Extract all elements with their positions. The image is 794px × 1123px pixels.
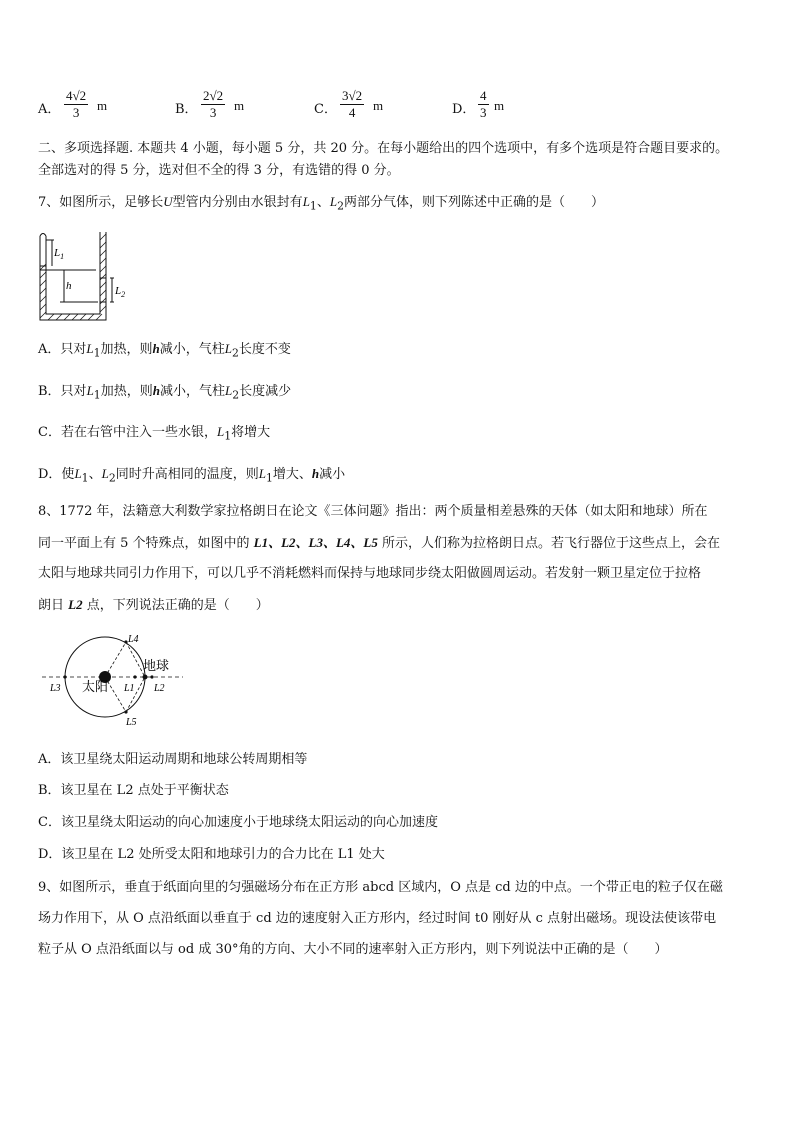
q7-stem-sep: 、 bbox=[316, 195, 330, 210]
q7-option-d-part1: D．使 bbox=[38, 467, 75, 482]
q6-option-b-letter: B． bbox=[175, 102, 198, 117]
q7-option-b bbox=[38, 380, 291, 402]
q6-option-d-fraction bbox=[478, 88, 489, 121]
q8-option-d: D．该卫星在 L2 处所受太阳和地球引力的合力比在 L1 处大 bbox=[38, 847, 385, 862]
q7-option-a-part1: A．只对 bbox=[38, 342, 87, 357]
q7-option-d-part3: 增大、 bbox=[272, 467, 312, 482]
q7-option-d-h: h bbox=[311, 466, 320, 481]
q7-option-a-h: h bbox=[152, 341, 160, 356]
q6-option-b-denominator: 3 bbox=[209, 105, 217, 120]
q8-line3: 太阳与地球共同引力作用下，可以几乎不消耗燃料而保持与地球同步绕太阳做圆周运动。若发射一颗卫星定位于拉格 bbox=[38, 566, 702, 581]
q6-option-a-fraction bbox=[64, 88, 88, 121]
q7-option-b-part2: 加热，则 bbox=[100, 384, 153, 399]
q9-line3: 粒子从 O 点沿纸面以与 od 成 30°角的方向、大小不同的速率射入正方形内，则下列说法中正确的是（ ） bbox=[38, 942, 668, 957]
q6-option-b-fraction bbox=[201, 88, 225, 121]
q7-stem-l1: L bbox=[302, 194, 310, 209]
q6-option-b-unit: m bbox=[234, 98, 245, 113]
l4-label: L4 bbox=[128, 634, 139, 645]
q8-option-c: C．该卫星绕太阳运动的向心加速度小于地球绕太阳运动的向心加速度 bbox=[38, 815, 438, 830]
l2-label: L2 bbox=[154, 683, 165, 694]
q8-line4-a: 朗日 bbox=[38, 597, 69, 613]
q8-option-a: A．该卫星绕太阳运动周期和地球公转周期相等 bbox=[38, 752, 308, 767]
q9-line2: 场力作用下，从 O 点沿纸面以垂直于 cd 边的速度射入正方形内，经过时间 t0 刚好从 c 点射出磁场。现设法使该带电 bbox=[38, 911, 717, 926]
earth-dot bbox=[143, 675, 148, 680]
q8-line2-b: 所示，人们称为拉格朗日点。若飞行器位于这些点上，会在 bbox=[377, 535, 721, 551]
q6-option-c-fraction bbox=[340, 88, 364, 121]
q8-line1: 8、1772 年，法籍意大利数学家拉格朗日在论文《三体问题》指出：两个质量相差悬殊的天体（如太阳和地球）所在 bbox=[38, 504, 708, 519]
q7-option-a bbox=[38, 338, 291, 360]
q7-fig-label-h: h bbox=[66, 280, 72, 292]
q7-option-d-l1: L bbox=[74, 466, 82, 481]
q7-option-d-part4: 减小 bbox=[319, 467, 346, 482]
q8-line2-points: L1、L2、L3、L4、L5 bbox=[253, 534, 378, 550]
q8-option-b: B．该卫星在 L2 点处于平衡状态 bbox=[38, 783, 229, 798]
l1-dot bbox=[133, 675, 136, 678]
q7-fig-label-l1: $L_1$ bbox=[54, 247, 65, 261]
q6-option-d-letter: D． bbox=[452, 102, 476, 117]
q7-fig-label-l2: $L_2$ bbox=[115, 285, 126, 299]
q6-option-c-denominator: 4 bbox=[348, 105, 356, 120]
q7-option-c-l1-sub: 1 bbox=[224, 429, 232, 443]
section2-instructions bbox=[38, 138, 758, 182]
q7-option-c-part1: C．若在右管中注入一些水银， bbox=[38, 425, 217, 440]
sun-label: 太阳 bbox=[82, 679, 109, 694]
q7-u-tube-figure bbox=[34, 228, 134, 324]
q8-line4 bbox=[38, 590, 758, 622]
q7-option-b-l1-sub: 1 bbox=[93, 388, 101, 402]
q7-option-d-part2: 同时升高相同的温度，则 bbox=[115, 467, 259, 482]
q9-stem bbox=[38, 872, 758, 965]
q7-option-c bbox=[38, 421, 270, 443]
q7-stem-part-c: 两部分气体，则下列陈述中正确的是（ ） bbox=[343, 195, 604, 210]
q7-stem-part-a: 7、如图所示，足够长 bbox=[38, 195, 164, 210]
l5-label: L5 bbox=[126, 717, 137, 728]
q7-option-a-l1-sub: 1 bbox=[93, 346, 101, 360]
q7-option-b-l1: L bbox=[86, 383, 94, 398]
q6-option-d-denominator: 3 bbox=[480, 105, 487, 120]
q7-option-d-l2: L bbox=[101, 466, 109, 481]
q6-option-d-numerator: 4 bbox=[480, 88, 487, 103]
q7-option-d-l2-sub: 2 bbox=[108, 471, 116, 485]
q7-stem-part-b: 型管内分别由水银封有 bbox=[172, 195, 303, 210]
q7-option-a-part4: 长度不变 bbox=[238, 342, 291, 357]
q7-option-d-sep: 、 bbox=[88, 467, 102, 482]
q7-option-c-l1: L bbox=[216, 424, 225, 439]
earth-label: 地球 bbox=[143, 658, 170, 673]
q7-stem-u: U bbox=[163, 194, 173, 209]
q7-option-d-l1-sub: 1 bbox=[81, 471, 89, 485]
q6-option-d-unit: m bbox=[494, 98, 505, 113]
q7-stem-l2-sub: 2 bbox=[337, 199, 344, 213]
q7-stem-l1-sub: 1 bbox=[309, 199, 317, 213]
q7-option-b-l2: L bbox=[224, 383, 233, 398]
q7-option-a-l2-sub: 2 bbox=[232, 346, 239, 360]
q7-option-a-part3: 减小，气柱 bbox=[159, 342, 225, 357]
q7-option-d-l1-b-sub: 1 bbox=[265, 471, 273, 485]
q6-option-a-letter: A． bbox=[38, 102, 61, 117]
q6-option-a-unit: m bbox=[97, 98, 108, 113]
l3-dot bbox=[63, 675, 66, 678]
q7-option-a-l1: L bbox=[86, 341, 94, 356]
q8-lagrange-figure bbox=[40, 628, 185, 728]
q7-option-b-part3: 减小，气柱 bbox=[159, 384, 225, 399]
q8-line4-b: 点，下列说法正确的是（ ） bbox=[82, 597, 269, 613]
q6-option-c-numerator: 3√2 bbox=[342, 88, 363, 103]
q7-option-b-h: h bbox=[152, 383, 160, 398]
q7-option-a-l2: L bbox=[224, 341, 233, 356]
q6-option-b-numerator: 2√2 bbox=[203, 88, 224, 103]
q7-stem bbox=[38, 191, 604, 213]
q7-option-b-part4: 长度减少 bbox=[239, 384, 292, 399]
q7-option-b-l2-sub: 2 bbox=[232, 388, 240, 402]
section2-line1: 二、多项选择题. 本题共 4 小题，每小题 5 分，共 20 分。在每小题给出的四个选项中，有多个选项是符合题目要求的。 bbox=[38, 141, 729, 156]
q8-line2-a: 同一平面上有 5 个特殊点，如图中的 bbox=[38, 535, 254, 551]
l3-label: L3 bbox=[50, 683, 61, 694]
q8-stem bbox=[38, 497, 758, 621]
section2-line2: 全部选对的得 5 分，选对但不全的得 3 分，有选错的得 0 分。 bbox=[38, 163, 400, 178]
q7-option-c-part2: 将增大 bbox=[231, 425, 271, 440]
q6-option-c-letter: C． bbox=[314, 102, 337, 117]
q6-option-c-unit: m bbox=[373, 98, 384, 113]
q9-line1: 9、如图所示，垂直于纸面向里的匀强磁场分布在正方形 abcd 区域内，O 点是 cd 边的中点。一个带正电的粒子仅在磁 bbox=[38, 880, 723, 895]
q7-option-d bbox=[38, 463, 345, 485]
q7-option-a-part2: 加热，则 bbox=[100, 342, 153, 357]
q6-option-a-denominator: 3 bbox=[72, 105, 80, 120]
q8-line4-point: L2 bbox=[68, 596, 83, 612]
l1-label: L1 bbox=[124, 683, 135, 694]
l2-dot bbox=[150, 675, 153, 678]
q8-line2 bbox=[38, 528, 758, 560]
q7-option-b-part1: B．只对 bbox=[38, 384, 87, 399]
q7-stem-l2: L bbox=[329, 194, 338, 209]
q6-option-a-numerator: 4√2 bbox=[66, 88, 87, 103]
l5-dot bbox=[124, 710, 127, 713]
q7-option-d-l1-b: L bbox=[258, 466, 266, 481]
